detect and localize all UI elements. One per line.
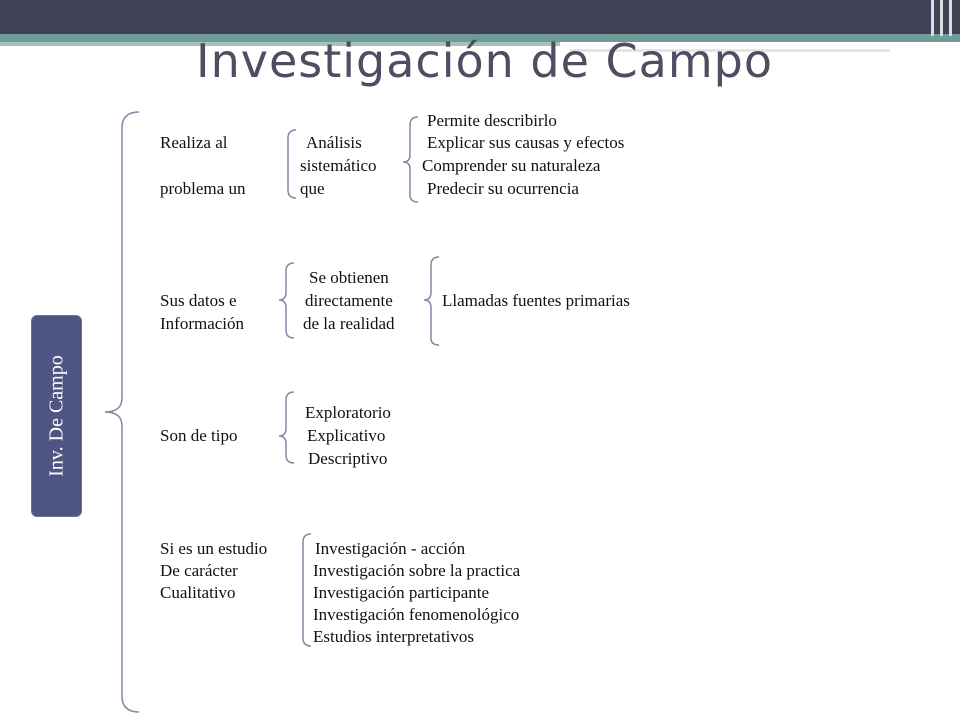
s1-middle-line-2: sistemático: [300, 156, 377, 175]
s1-middle-line-1: Análisis: [306, 133, 362, 152]
s2-right-line-1: Llamadas fuentes primarias: [442, 291, 630, 310]
s4-right-line-5: Estudios interpretativos: [313, 627, 475, 646]
brace-analisis: [288, 130, 296, 198]
s3-right-line-2: Explicativo: [307, 426, 386, 445]
s4-left-line-3: Cualitativo: [160, 583, 236, 602]
s1-right-line-2: Explicar sus causas y efectos: [427, 133, 625, 152]
s3-right-line-3: Descriptivo: [308, 449, 388, 468]
s4-right-line-2: Investigación sobre la practica: [313, 561, 521, 580]
main-brace: [105, 112, 139, 712]
s1-right-line-1: Permite describirlo: [427, 111, 557, 130]
s2-left-line-1: Sus datos e: [160, 291, 237, 310]
s1-right-line-3: Comprender su naturaleza: [422, 156, 601, 175]
s2-middle-line-1: Se obtienen: [309, 268, 389, 287]
s4-right-line-1: Investigación - acción: [315, 539, 466, 558]
s1-left-line-2: problema un: [160, 179, 246, 198]
s3-left-line-1: Son de tipo: [160, 426, 238, 445]
s1-right-line-4: Predecir su ocurrencia: [427, 179, 579, 198]
s2-middle-line-3: de la realidad: [303, 314, 395, 333]
root-node-label: Inv. De Campo: [45, 355, 67, 477]
s4-left-line-2: De carácter: [160, 561, 238, 580]
s4-right-line-3: Investigación participante: [313, 583, 490, 602]
brace-consecuencias: [403, 117, 418, 202]
brace-datos: [279, 263, 294, 338]
s3-right-line-1: Exploratorio: [305, 403, 391, 422]
s1-middle-line-3: que: [300, 179, 325, 198]
brace-cualitativo: [303, 534, 311, 646]
s2-middle-line-2: directamente: [305, 291, 393, 310]
brace-tipo: [279, 392, 294, 463]
s2-left-line-2: Información: [160, 314, 245, 333]
brace-fuentes: [424, 257, 439, 345]
page-title: Investigación de Campo: [196, 34, 773, 88]
s1-left-line-1: Realiza al: [160, 133, 228, 152]
s4-left-line-1: Si es un estudio: [160, 539, 268, 558]
s4-right-line-4: Investigación fenomenológico: [313, 605, 520, 624]
